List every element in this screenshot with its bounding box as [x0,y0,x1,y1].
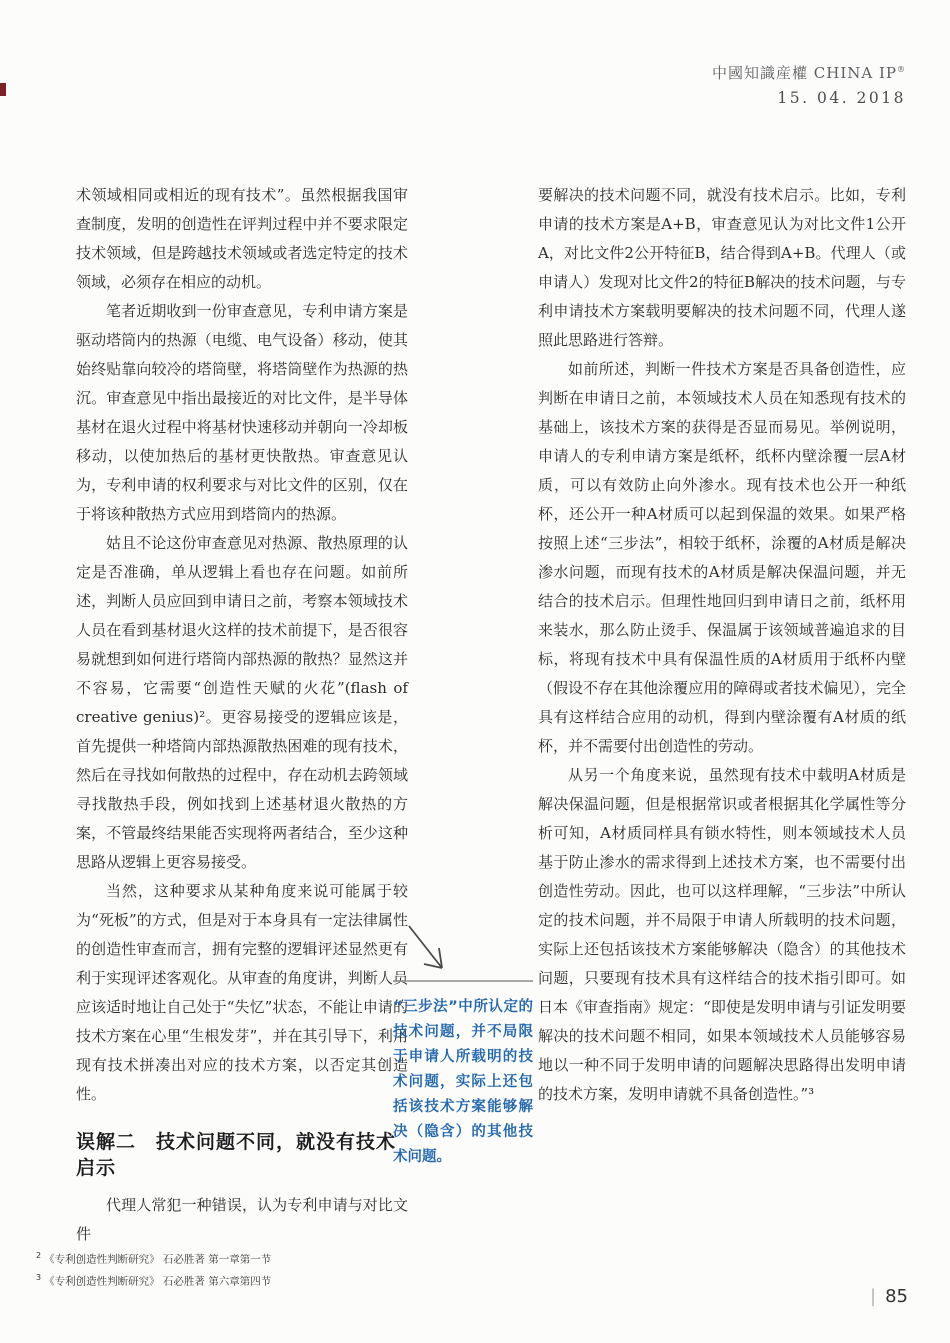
paragraph: 代理人常犯一种错误，认为专利申请与对比文件 [76,1196,408,1243]
right-column [538,181,906,1109]
footnote-text: 《专利创造性判断研究》 石必胜著 第一章第一节 [44,1253,272,1266]
arrow-down-right-icon [393,922,533,986]
magazine-name: 中國知識産權 CHINA IP [712,64,897,82]
footnote-marker: 2 [36,1251,42,1260]
issue-date: 15. 04. 2018 [777,89,906,107]
footnote-marker: 3 [36,1272,42,1282]
registered-mark: ® [897,65,906,74]
paragraph: 如前所述，判断一件技术方案是否具备创造性，应判断在申请日之前，本领域技术人员在知悉现有技术的基础上，该技术方案的获得是否显而易见。举例说明，申请人的专利申请方案是纸杯，纸杯内壁涂覆一层A材质，可以有效防止向外渗水。现有技术也公开一种纸杯，还公开一种A材质可以起到保温的效果。如果严格按照上述“三步法”，相较于纸杯，涂覆的A材质是解决渗水问题，而现有技术的A材质是解决保温问题，并无结合的技术启示。但理性地回归到申请日之前，纸杯用来装水，那么防止烫手、保温属于该领域普遍追求的目标，将现有技术中具有保温性质的A材质用于纸杯内壁（假设不存在其他涂覆应用的障碍或者技术偏见），完全具有这样结合应用的动机，得到内壁涂覆有A材质的纸杯，并不需要付出创造性的劳动。 [538,360,906,755]
page-header [712,60,906,108]
pull-quote [393,922,533,1170]
page-number-value: 85 [885,1286,908,1307]
section-heading-misunderstanding-2: 误解二 技术问题不同，就没有技术启示 [76,1131,397,1179]
page-number [870,1286,908,1307]
left-column [76,181,408,1249]
paragraph: 笔者近期收到一份审查意见，专利申请方案是驱动塔筒内的热源（电缆、电气设备）移动，使其始终贴靠向较冷的塔筒壁，将塔筒壁作为热源的热沉。审查意见中指出最接近的对比文件，是半导体基材在退火过程中将基材快速移动并朝向一冷却板移动，以使加热后的基材更快散热。审查意见认为，专利申请的权利要求与对比文件的区别，仅在于将该种散热方式应用到塔筒内的热源。 [76,302,408,523]
footnote-text: 《专利创造性判断研究》 石必胜著 第六章第四节 [44,1275,272,1287]
paragraph: 从另一个角度来说，虽然现有技术中载明A材质是解决保温问题，但是根据常识或者根据其化学属性等分析可知，A材质同样具有锁水特性，则本领域技术人员基于防止渗水的需求得到上述技术方案，也不需要付出创造性劳动。因此，也可以这样理解，“三步法”中所认定的技术问题，并不局限于申请人所载明的技术问题，实际上还包括该技术方案能够解决（隐含）的其他技术问题，只要现有技术具有这样结合的技术指引即可。如日本《审查指南》规定：“即使是发明申请与引证发明要解决的技术问题不相同，如果本领域技术人员能够容易地以一种不同于发明申请的问题解决思路得出发明申请的技术方案，发明申请就不具备创造性。”³ [538,766,906,1103]
paragraph: 当然，这种要求从某种角度来说可能属于较为“死板”的方式，但是对于本身具有一定法律属性的创造性审查而言，拥有完整的逻辑评述显然更有利于实现评述客观化。从审查的角度讲，判断人员应该适时地让自己处于“失忆”状态，不能让申请的技术方案在心里“生根发芽”，并在其引导下，利用现有技术拼凑出对应的技术方案，以否定其创造性。 [76,882,408,1103]
paragraph: 姑且不论这份审查意见对热源、散热原理的认定是否准确，单从逻辑上看也存在问题。如前所述，判断人员应回到申请日之前，考察本领域技术人员在看到基材退火这样的技术前提下，是否很容易就想到如何进行塔筒内部热源的散热？显然这并不容易，它需要“创造性天赋的火花”(flash of creative genius)²。更容易接受的逻辑应该是，首先提供一种塔筒内部热源散热困难的现有技术，然后在寻找如何散热的过程中，存在动机去跨领域寻找散热手段，例如找到上述基材退火散热的方案，不管最终结果能否实现将两者结合，至少这种思路从逻辑上更容易接受。 [76,534,408,871]
pull-quote-text: “三步法”中所认定的技术问题，并不局限于申请人所载明的技术问题，实际上还包括该技术方案能够解决（隐含）的其他技术问题。 [393,999,533,1165]
page-edge-tab [0,83,6,96]
paragraph: 要解决的技术问题不同，就没有技术启示。比如，专利申请的技术方案是A+B，审查意见认为对比文件1公开A，对比文件2公开特征B，结合得到A+B。代理人（或申请人）发现对比文件2的特征B解决的技术问题，与专利申请技术方案载明要解决的技术问题不同，代理人遂照此思路进行答辩。 [538,186,906,349]
paragraph: 术领域相同或相近的现有技术”。虽然根据我国审查制度，发明的创造性在评判过程中并不要求限定技术领域，但是跨越技术领域或者选定特定的技术领域，必须存在相应的动机。 [76,186,408,291]
page-number-divider: | [870,1286,877,1307]
footnote [36,1269,271,1291]
footnotes [36,1247,271,1290]
footnote [36,1247,271,1269]
magazine-title [712,60,906,83]
